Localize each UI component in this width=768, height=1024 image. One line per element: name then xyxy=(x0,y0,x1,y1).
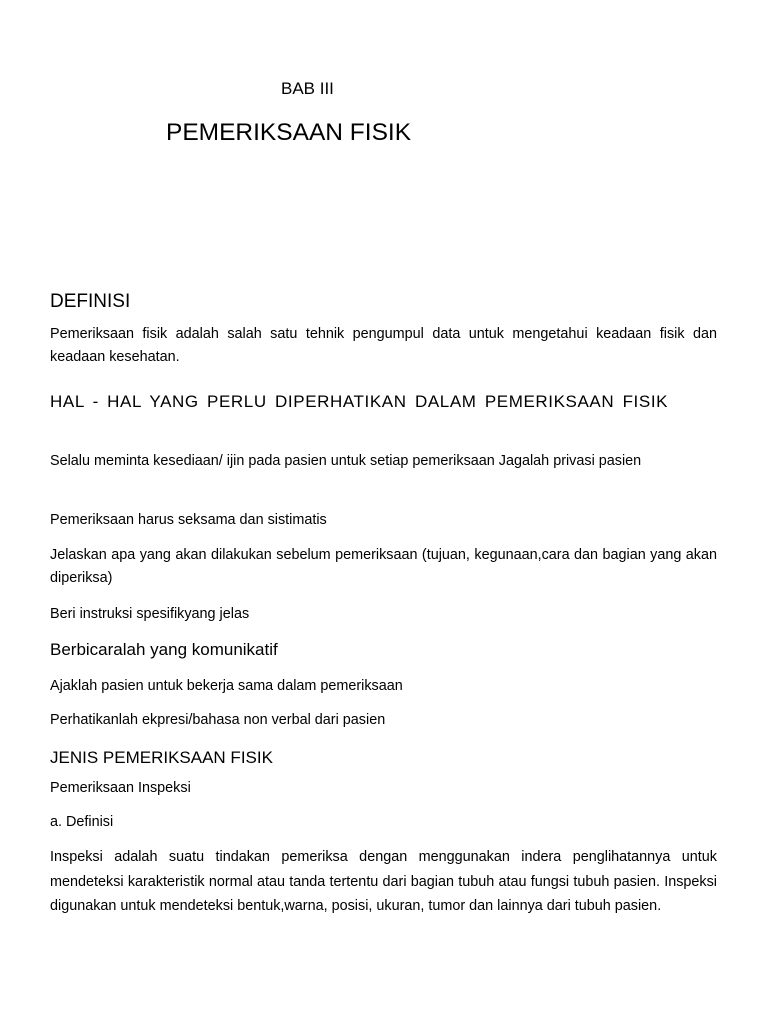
hal-item-3: Jelaskan apa yang akan dilakukan sebelum pemeriksaan (tujuan, kegunaan,cara dan bagian yang akan diperiksa) xyxy=(50,547,717,586)
chapter-label: BAB III xyxy=(281,79,334,98)
jenis-subheading: Pemeriksaan Inspeksi xyxy=(50,780,191,796)
hal-item-1: Selalu meminta kesediaan/ ijin pada pasien untuk setiap pemeriksaan Jagalah privasi pasien xyxy=(50,453,642,469)
definisi-paragraph: Pemeriksaan fisik adalah salah satu tehnik pengumpul data untuk mengetahui keadaan fisik dan keadaan kesehatan. xyxy=(50,326,717,365)
jenis-heading: JENIS PEMERIKSAAN FISIK xyxy=(50,748,273,767)
berbicara-heading: Berbicaralah yang komunikatif xyxy=(50,640,278,659)
hal-item-2: Pemeriksaan harus seksama dan sistimatis xyxy=(50,512,327,528)
berbicara-item-1: Ajaklah pasien untuk bekerja sama dalam pemeriksaan xyxy=(50,678,403,694)
page-title: PEMERIKSAAN FISIK xyxy=(166,119,412,146)
hal-item-4: Beri instruksi spesifikyang jelas xyxy=(50,606,250,622)
definisi-heading: DEFINISI xyxy=(50,291,131,312)
berbicara-item-2: Perhatikanlah ekpresi/bahasa non verbal dari pasien xyxy=(50,712,386,728)
hal-heading: HAL - HAL YANG PERLU DIPERHATIKAN DALAM PEMERIKSAAN FISIK xyxy=(50,392,669,411)
jenis-item-a: a. Definisi xyxy=(50,814,114,830)
jenis-paragraph: Inspeksi adalah suatu tindakan pemeriksa dengan menggunakan indera penglihatannya untuk mendeteksi karakteristik normal atau tanda tertentu dari bagian tubuh atau fungsi tubuh pasien. Inspeksi digunakan untuk mendeteksi bentuk,warna, posisi, ukuran, tumor dan lainnya dari tubuh pasien. xyxy=(50,849,717,914)
